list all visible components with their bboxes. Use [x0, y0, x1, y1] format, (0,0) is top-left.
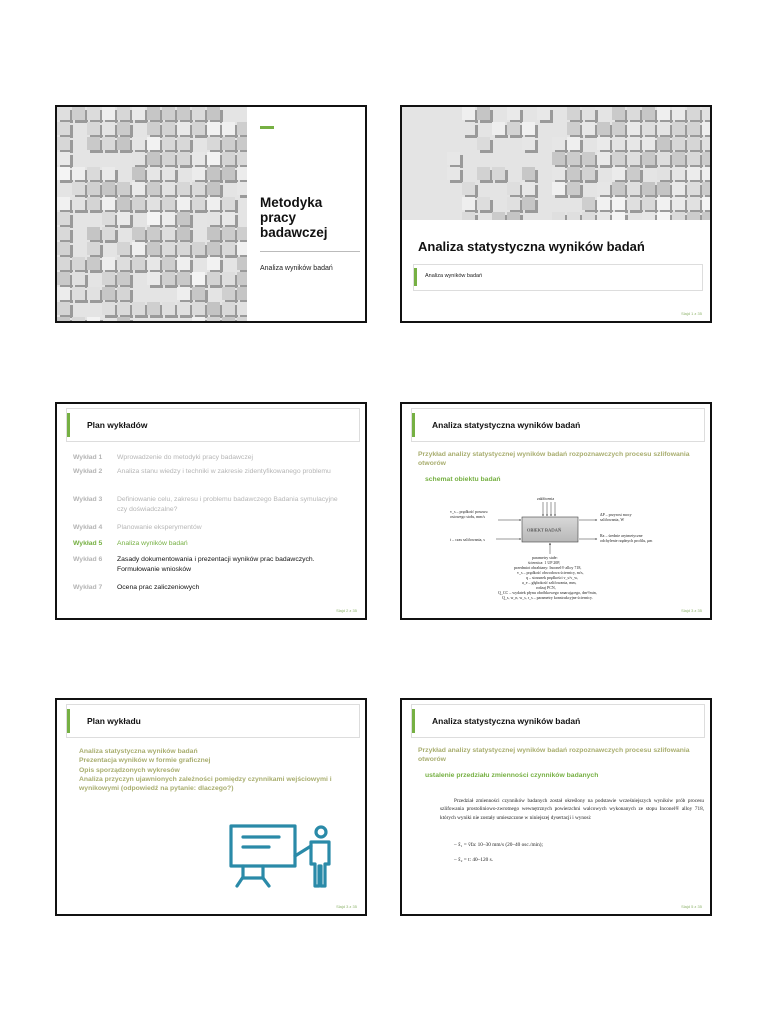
output2-label: Ra – średnie arytmetyczne: [600, 533, 643, 538]
output1-label: ΔP – przyrost mocy: [600, 512, 632, 517]
lecture-text: Ocena prac zaliczeniowych: [117, 584, 200, 591]
slide-number: Slajd 3 z 35: [681, 608, 702, 613]
input2-label: t – czas szlifowania, s: [450, 537, 485, 542]
agenda-list: [79, 747, 349, 793]
lecture-label: Wykład 2: [73, 468, 103, 475]
accent-bar: [67, 413, 70, 437]
slide-6: [400, 698, 712, 916]
agenda-item: Prezentacja wyników w formie graficznej: [79, 757, 211, 765]
lecture-text: Zasady dokumentowania i prezentacji wyników prac badawczych. Formułowanie wniosków: [117, 556, 315, 573]
lecture-label: Wykład 5: [73, 540, 103, 547]
slide-number: Slajd 1 z 35: [681, 311, 702, 316]
lecture-text: Analiza stanu wiedzy i techniki w zakresie zidentyfikowanego problemu: [117, 468, 331, 475]
body-text: Przedział zmienności czynników badanych został określony na podstawie wcześniejszych wyników prób procesu szlifowania prostoliniowo-zwrotnego wewnętrznych powierzchni walcowych wykonanych ze stopu Inconel® alloy 718, których wyniki nie zostały umieszczone w niniejszej dysertacji i wynosi:: [440, 798, 704, 821]
lecture-label: Wykład 4: [73, 524, 103, 531]
params-line: a_e – głębokość szlifowania, mm,: [522, 580, 577, 585]
accent-bar: [412, 413, 415, 437]
agenda-item: Analiza przyczyn ujawnionych zależności pomiędzy czynnikami wejściowymi i wynikowymi (odpowiedź na pytanie: dlaczego?): [79, 775, 332, 793]
accent-bar: [412, 709, 415, 733]
header-box: [66, 704, 360, 738]
params-line: ściernica: 1 UP 20P,: [528, 560, 561, 565]
slide-title: Plan wykładu: [87, 716, 141, 726]
lecture-text: Wprowadzenie do metodyki pracy badawczej: [117, 454, 254, 461]
params-line: parametry stałe:: [532, 555, 558, 560]
subheading: schemat obiektu badań: [425, 476, 501, 483]
cube-pattern-image: [402, 107, 710, 220]
lecture-label: Wykład 1: [73, 454, 103, 461]
params-line: q – stosunek prędkości v_s/v_w,: [526, 575, 578, 580]
slide-subtitle: Analiza wyników badań: [260, 265, 333, 272]
disturbances-label: zakłócenia: [537, 496, 555, 501]
accent-dash: [260, 126, 274, 129]
slide-4: [400, 402, 712, 620]
params-line: Q_s, w_n, w_s, r_s – parametry konstrukcyjne ściernicy.: [502, 595, 593, 600]
header-box: [411, 408, 705, 442]
input1-label-2: osiowego stołu, mm/s: [450, 514, 486, 519]
agenda-item: Analiza statystyczna wyników badań: [79, 748, 198, 755]
bullet-item: – x̃₁ = v̄fa: 10–30 mm/s (20–40 osc./min);: [454, 842, 543, 848]
slide-title: Plan wykładów: [87, 420, 148, 430]
presentation-icon: [225, 820, 345, 900]
slide-title: Metodyka pracy badawczej: [260, 195, 328, 240]
bullet-item: – x̃₂ = t: 40–120 s.: [454, 857, 493, 863]
output1-label-2: szlifowania, W: [600, 517, 625, 522]
params-line: przedmiot obrabiany: Inconel® alloy 718,: [514, 565, 582, 570]
lecture-label: Wykład 6: [73, 556, 103, 563]
params-line: v_s – prędkość obwodowa ściernicy, m/s,: [517, 570, 584, 575]
header-box: [411, 704, 705, 738]
intro-text: Przykład analizy statystycznej wyników badań rozpoznawczych procesu szlifowania otworów: [418, 451, 690, 467]
slide-3: [55, 402, 367, 620]
accent-bar: [414, 268, 417, 286]
divider: [260, 251, 360, 252]
slide-1: [55, 105, 367, 323]
params-line: rodzaj PCN,: [536, 585, 556, 590]
header-box: [66, 408, 360, 442]
lecture-label: Wykład 7: [73, 584, 103, 591]
object-label: OBIEKT BADAŃ: [527, 527, 562, 533]
accent-bar: [67, 709, 70, 733]
slide-title: Analiza statystyczna wyników badań: [432, 716, 581, 726]
agenda-item: Opis sporządzonych wykresów: [79, 766, 180, 774]
slide-number: Slajd 2 z 35: [336, 608, 357, 613]
slide-5: [55, 698, 367, 916]
lecture-text: Definiowanie celu, zakresu i problemu badawczego Badania symulacyjne czy doświadczalne?: [117, 496, 338, 513]
slide-title: Analiza statystyczna wyników badań: [432, 420, 581, 430]
subtitle-box: [413, 264, 703, 291]
lecture-text: Analiza wyników badań: [117, 540, 188, 547]
cube-pattern-image: [57, 107, 247, 321]
lecture-text: Planowanie eksperymentów: [117, 524, 202, 531]
params-line: Q_CC – wydatek płynu obróbkowego smarującego, dm³/min,: [498, 590, 597, 595]
slide-2: [400, 105, 712, 323]
subheading: ustalenie przedziału zmienności czynników badanych: [425, 772, 599, 779]
slide-number: Slajd 3 z 35: [336, 904, 357, 909]
input1-label: v_s – prędkość posuwu: [450, 509, 488, 514]
slide-subtitle: Analiza wyników badań: [425, 273, 483, 279]
body-paragraph: [440, 797, 704, 822]
intro-text: Przykład analizy statystycznej wyników badań rozpoznawczych procesu szlifowania otworów: [418, 747, 690, 763]
slide-number: Slajd 5 z 35: [681, 904, 702, 909]
research-object-diagram: [450, 492, 700, 614]
output2-label-2: odchylenie rzędnych profilu, μm: [600, 538, 653, 543]
slide-title: Analiza statystyczna wyników badań: [418, 239, 645, 254]
lecture-label: Wykład 3: [73, 496, 103, 503]
